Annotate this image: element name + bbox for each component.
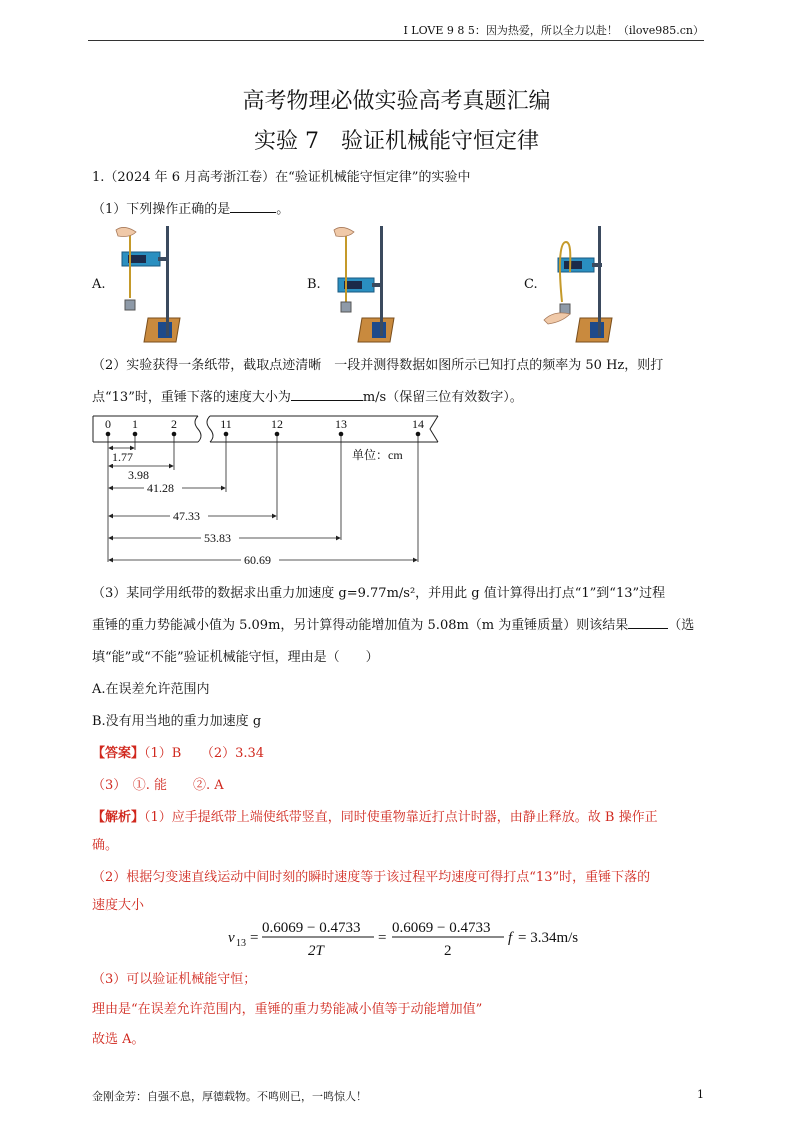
formula-denominator-1: 2T xyxy=(308,943,324,959)
analysis-text-1: （1）应手提纸带上端使纸带竖直，同时使重物靠近打点计时器，由静止释放。故 B 操作正 xyxy=(144,810,658,825)
question-part3-line1: （3）某同学用纸带的数据求出重力加速度 g=9.77m/s²，并用此 g 值计算得出打点“1”到“13”过程 xyxy=(92,586,666,601)
tape-point-1 xyxy=(133,432,138,437)
analysis-line7: 故选 A。 xyxy=(92,1032,145,1047)
question-part3-line2 xyxy=(92,614,694,633)
part2-text-b: m/s（保留三位有效数字）。 xyxy=(362,390,523,405)
option-c-label: C. xyxy=(524,277,538,292)
option-a-label: A. xyxy=(92,277,106,292)
part2-text-a: 点“13”时，重锤下落的速度大小为 xyxy=(92,390,291,405)
analysis-line4: 速度大小 xyxy=(92,898,145,913)
distance-0-14: 60.69 xyxy=(244,553,271,567)
hand-icon xyxy=(334,227,354,236)
tape-point-14 xyxy=(416,432,421,437)
experiment-title: 实验 7 验证机械能守恒定律 xyxy=(254,129,539,154)
tape-label-12: 12 xyxy=(271,417,283,431)
formula-v: v xyxy=(228,930,235,946)
apparatus-b-figure xyxy=(322,222,412,346)
analysis-line1 xyxy=(92,806,658,825)
tape-label-13: 13 xyxy=(335,417,347,431)
analysis-line5: （3）可以验证机械能守恒； xyxy=(92,972,257,987)
distance-0-12: 47.33 xyxy=(173,509,200,523)
tape-point-13 xyxy=(339,432,344,437)
tape-label-14: 14 xyxy=(412,417,424,431)
tape-label-11: 11 xyxy=(220,417,232,431)
page-footer: 金刚金芳：自强不息，厚德载物。不鸣则已，一鸣惊人！ xyxy=(92,1090,367,1103)
distance-0-13: 53.83 xyxy=(204,531,231,545)
page-number: 1 xyxy=(697,1088,704,1101)
svg-text:=: = xyxy=(378,930,387,946)
answer-blank-2 xyxy=(291,388,363,401)
page-header: I LOVE 9 8 5：因为热爱，所以全力以赴！（ilove985.cn） xyxy=(403,24,704,37)
analysis-line6: 理由是“在误差允许范围内，重锤的重力势能减小值等于动能增加值” xyxy=(92,1002,483,1017)
paper-tape-diagram xyxy=(88,412,448,574)
formula-numerator-2: 0.6069 − 0.4733 xyxy=(392,920,491,936)
question-intro: 1.（2024 年 6 月高考浙江卷）在“验证机械能守恒定律”的实验中 xyxy=(92,170,471,185)
question-part2-line1: （2）实验获得一条纸带，截取点迹清晰 一段并测得数据如图所示已知打点的频率为 50 Hz，则打 xyxy=(92,358,664,373)
analysis-label: 【解析】 xyxy=(92,810,145,825)
answer-text-1: （1）B （2）3.34 xyxy=(144,746,265,761)
answer-line1 xyxy=(92,742,264,761)
apparatus-a-figure xyxy=(108,222,198,346)
tape-point-2 xyxy=(172,432,177,437)
apparatus-c-figure xyxy=(540,222,630,346)
choice-b: B.没有用当地的重力加速度 g xyxy=(92,714,262,729)
question-part3-line3: 填“能”或“不能”验证机械能守恒，理由是（ ） xyxy=(92,650,379,665)
formula-f: f xyxy=(508,930,513,946)
tape-point-0 xyxy=(106,432,111,437)
tape-point-12 xyxy=(275,432,280,437)
answer-line2: （3） ①. 能 ②. A xyxy=(92,778,224,793)
question-part1 xyxy=(92,198,289,217)
formula-denominator-2: 2 xyxy=(444,943,452,959)
tape-label-2: 2 xyxy=(171,417,177,431)
tape-point-11 xyxy=(224,432,229,437)
answer-label: 【答案】 xyxy=(92,746,145,761)
tape-label-1: 1 xyxy=(132,417,138,431)
analysis-line3: （2）根据匀变速直线运动中间时刻的瞬时速度等于该过程平均速度可得打点“13”时，重锤下落的 xyxy=(92,870,651,885)
part3-text-b: （选 xyxy=(668,618,695,633)
question-part2-line2 xyxy=(92,386,523,405)
hand-icon xyxy=(544,313,570,324)
tape-label-0: 0 xyxy=(105,417,111,431)
part3-text-a: 重锤的重力势能减小值为 5.09m，另计算得动能增加值为 5.08m（m 为重锤质量）则该结果 xyxy=(92,618,629,633)
option-b-label: B. xyxy=(307,277,321,292)
distance-0-1: 1.77 xyxy=(112,450,133,464)
distance-0-11: 41.28 xyxy=(147,481,174,495)
velocity-formula xyxy=(228,914,588,962)
formula-numerator-1: 0.6069 − 0.4733 xyxy=(262,920,361,936)
choice-a: A.在误差允许范围内 xyxy=(92,682,210,697)
unit-label: 单位：cm xyxy=(352,448,403,462)
formula-result: = 3.34m/s xyxy=(518,930,579,946)
distance-0-2: 3.98 xyxy=(128,468,149,482)
answer-blank-3 xyxy=(628,616,668,629)
analysis-line2: 确。 xyxy=(92,838,119,853)
formula-subscript: 13 xyxy=(236,938,246,949)
part1-end: 。 xyxy=(276,202,290,217)
part1-text: （1）下列操作正确的是 xyxy=(92,202,231,217)
hand-icon xyxy=(116,227,136,236)
header-rule xyxy=(88,40,704,41)
svg-text:=: = xyxy=(250,930,259,946)
answer-blank-1 xyxy=(230,200,276,213)
document-title: 高考物理必做实验高考真题汇编 xyxy=(242,89,551,114)
